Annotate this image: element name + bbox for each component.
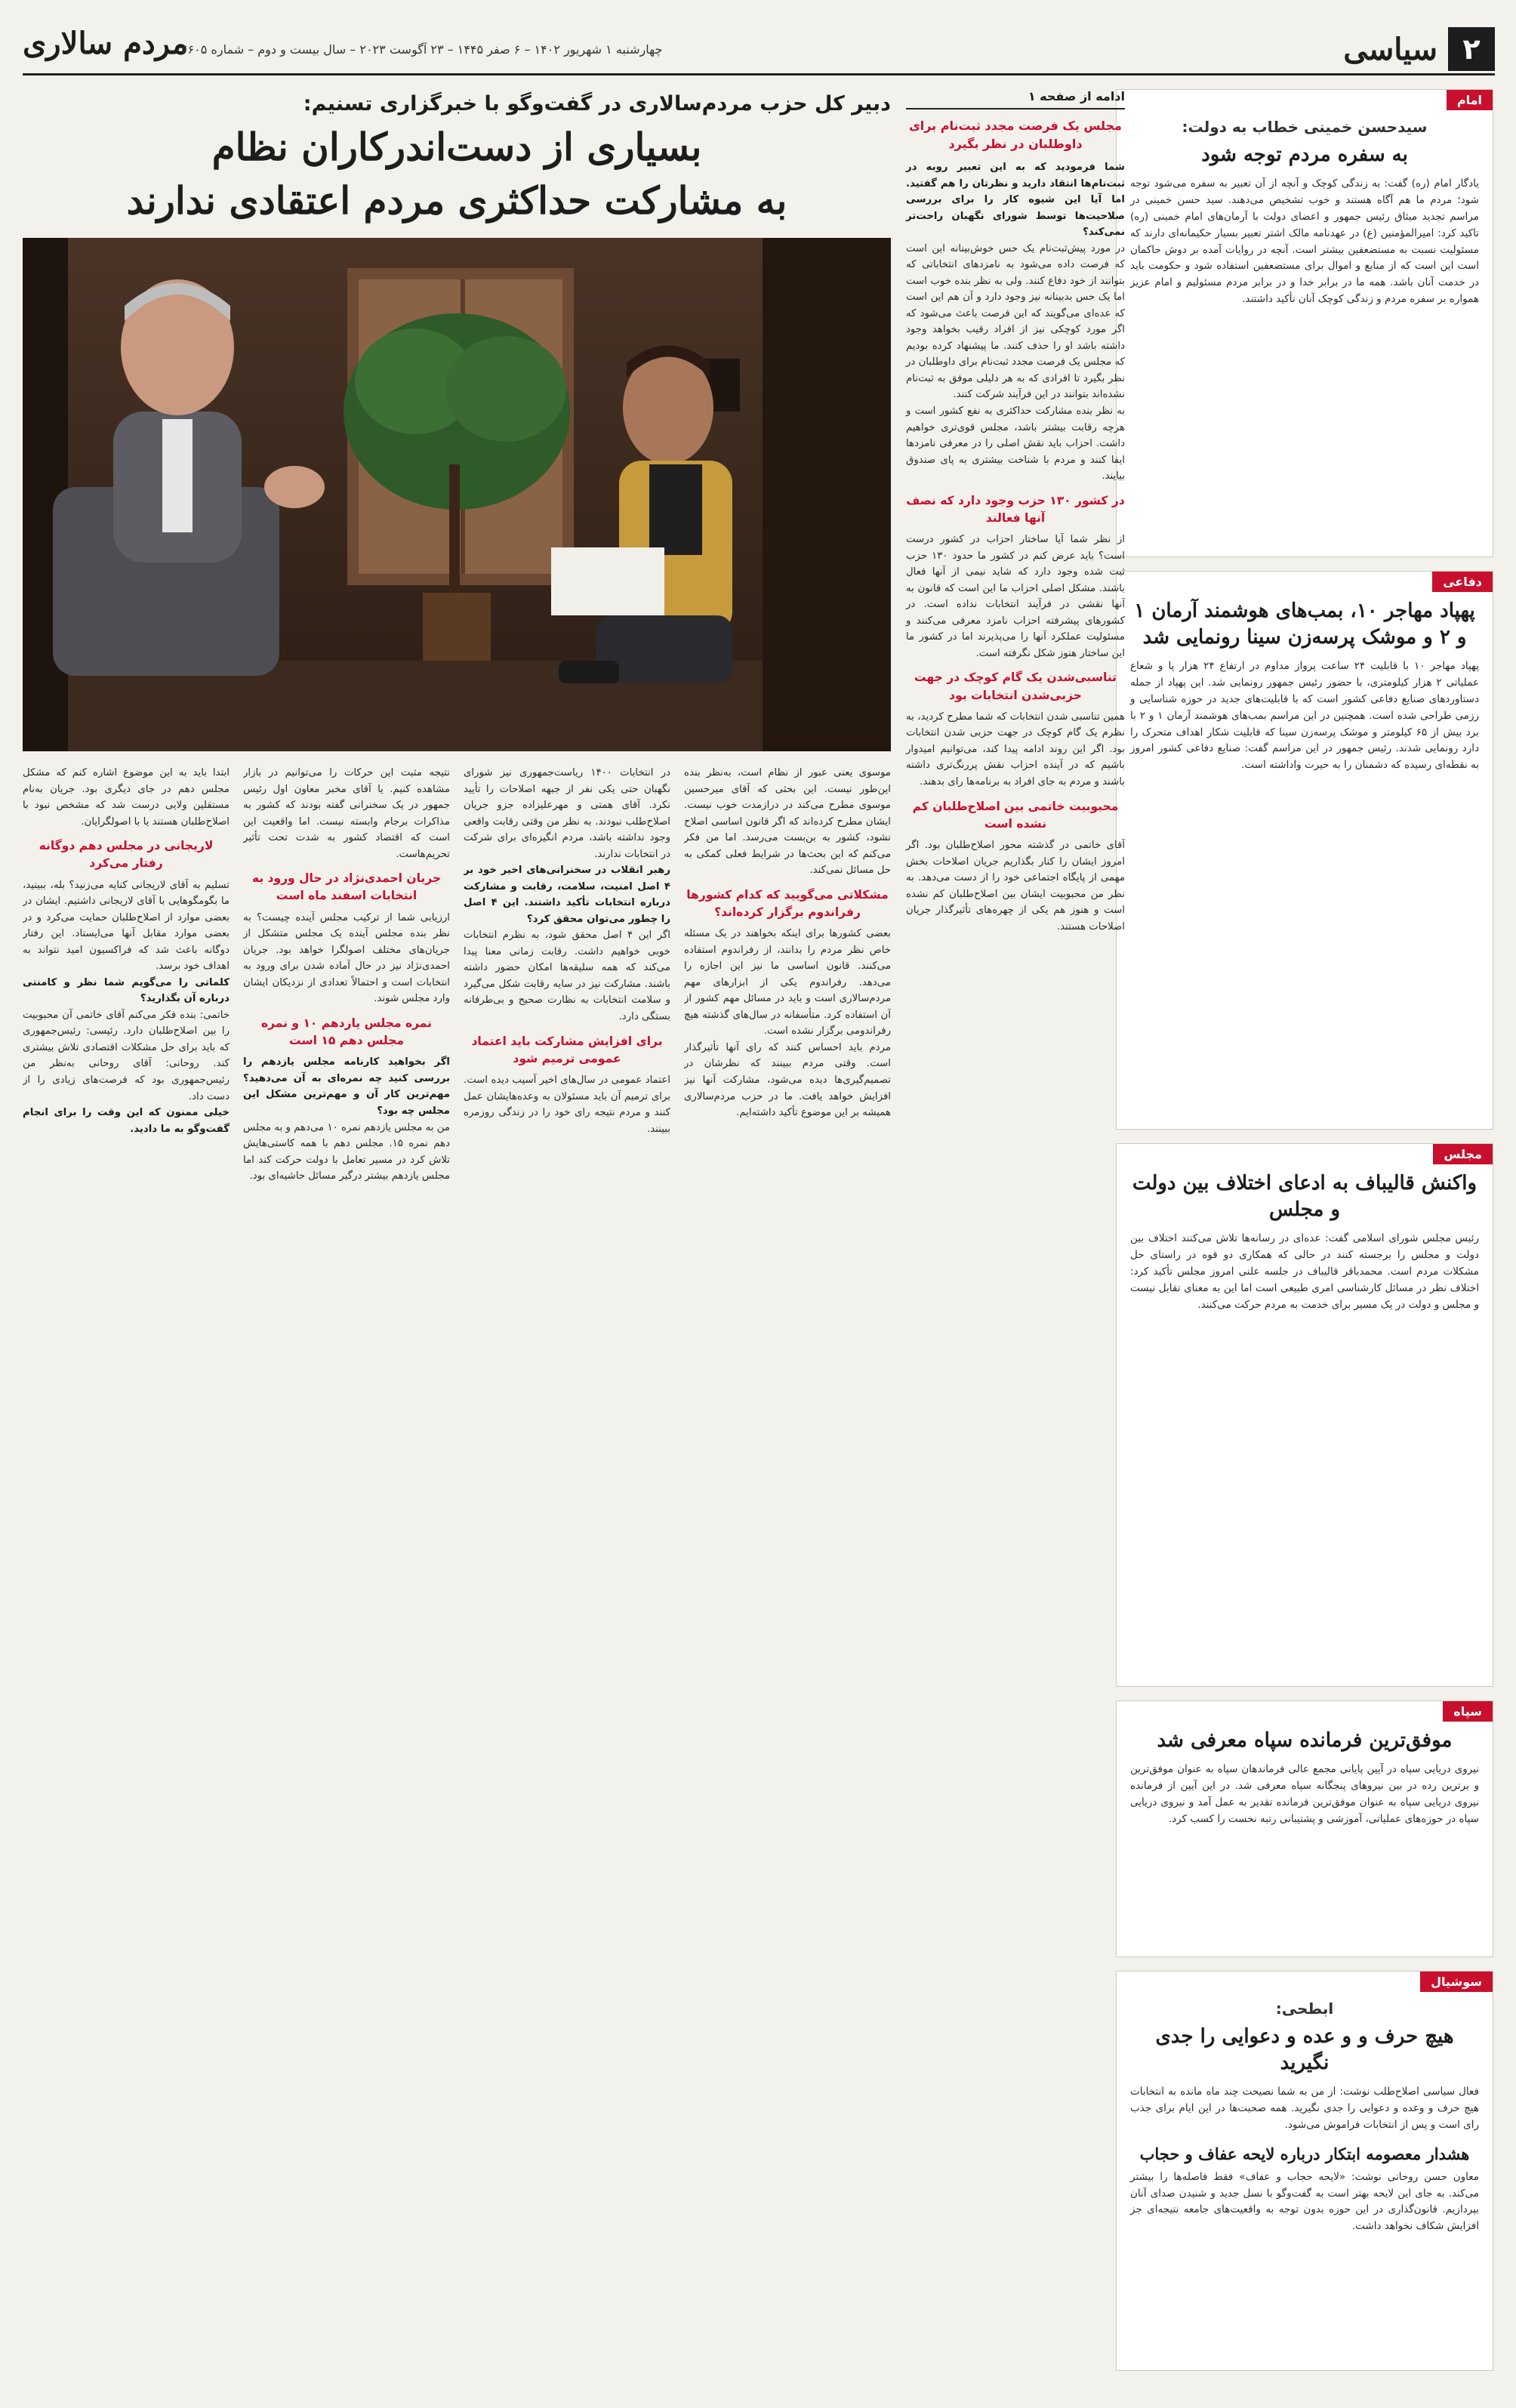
news-title: به سفره مردم توجه شود: [1201, 143, 1408, 166]
section-tag: مجلس: [1433, 1144, 1493, 1164]
body-paragraph: ارزیابی شما از ترکیب مجلس آینده چیست؟ به نظر بنده مجلس آینده یک مجلس متشکل از جریان‌های مختلف اصولگرا خواهد بود. جریان احمدی‌نژاد نیز در حال آماده شدن برای ورود به انتخابات است و احتمالاً تعدادی از نزدیکان ایشان وارد مجلس شوند.: [243, 911, 450, 1005]
news-title: موفق‌ترین فرمانده سپاه معرفی شد: [1157, 1729, 1453, 1752]
interview-photo: [23, 238, 891, 751]
body-paragraph: مردم باید احساس کنند که رای آنها تأثیرگذار است. وقتی مردم ببینند که نظرشان در تصمیم‌گیری‌ها دیده می‌شود، مشارکت آنها نیز افزایش خواهد یافت. ما در حزب مردم‌سالاری همیشه بر این موضوع تأکید داشته‌ایم.: [684, 1041, 891, 1119]
body-paragraph: در انتخابات ۱۴۰۰ ریاست‌جمهوری نیز شورای نگهبان حتی یکی نفر از جبهه اصلاحات را تأیید نکرد. آقای همتی و مهرعلیزاده جزو جریان اصلاح‌طلب نبودند. به نظر من وقتی رقابت واقعی وجود نداشته باشد، مردم انگیزه‌ای برای شرکت در انتخابات ندارند.: [464, 767, 670, 860]
body-paragraph: آقای خاتمی در گذشته محور اصلاح‌طلبان بود. اگر امروز ایشان را کنار بگذاریم جریان اصلاحات بخش مهمی از پایگاه اجتماعی خود را از دست می‌دهد. به نظر من محبوبیت ایشان بین اصلاح‌طلبان کم نشده است و هنوز هم یکی از چهره‌های تأثیرگذار جریان اصلاحات هستند.: [906, 840, 1125, 933]
question-heading: مشکلاتی می‌گویید که کدام کشورها رفراندوم برگزار کرده‌اند؟: [686, 887, 889, 919]
news-kicker: سیدحسن خمینی خطاب به دولت:: [1182, 118, 1428, 136]
section-tag: سپاه: [1443, 1701, 1493, 1722]
continuation-column: [906, 89, 1125, 2385]
headline-line-1: بسیاری از دست‌اندرکاران نظام: [211, 125, 702, 169]
news-box-irgc: [1116, 1700, 1493, 1957]
subheading: محبوبیت خاتمی بین اصلاح‌طلبان کم نشده است: [912, 799, 1119, 831]
body-paragraph: خاتمی: بنده فکر می‌کنم آقای خاتمی آن محبوبیت را بین اصلاح‌طلبان دارد. رئیسی: رئیس‌جمهوری که باید برای حل مشکلات اقتصادی تلاش بیشتری کند. روحانی: آقای روحانی به‌نظر من رئیس‌جمهوری بود که فرصت‌های زیادی را از دست داد.: [23, 1009, 230, 1102]
question-paragraph: رهبر انقلاب در سخنرانی‌های اخیر خود بر ۴ اصل امنیت، سلامت، رقابت و مشارکت درباره انتخابات تأکید داشتند. این ۴ اصل را چطور می‌توان محقق کرد؟: [464, 865, 670, 925]
news-kicker: ابطحی:: [1275, 1999, 1334, 2018]
page-number: ۲: [1448, 27, 1495, 71]
body-paragraph: من به مجلس یازدهم نمره ۱۰ می‌دهم و به مجلس دهم نمره ۱۵. مجلس دهم با همه کاستی‌هایش تلاش کرد در مسیر تعامل با دولت حرکت کند اما مجلس یازدهم بیشتر درگیر مسائل حاشیه‌ای بود.: [243, 1121, 450, 1182]
article-column-1: [684, 765, 891, 2385]
section-tag: دفاعی: [1432, 572, 1493, 592]
subheading: در کشور ۱۳۰ حزب وجود دارد که نصف آنها فعالند: [906, 493, 1125, 525]
page-header: [1343, 27, 1495, 71]
article-column-4: [23, 765, 230, 2385]
interview-scene-image: [23, 238, 891, 751]
question-paragraph: شما فرمودید که به این تعبیر روبه در ثبت‌نام‌ها انتقاد دارید و نظرتان را هم گفتید. اما آیا این شیوه کار را برای بررسی صلاحیت‌ها توسط شورای نگهبان راحت‌تر نمی‌کند؟: [906, 162, 1125, 239]
article-column-2: [464, 765, 670, 2385]
section-tag: سوشیال: [1420, 1972, 1493, 1992]
news-title: پهپاد مهاجر ۱۰، بمب‌های هوشمند آرمان ۱ و ۲ و موشک پرسه‌زن سینا رونمایی شد: [1134, 600, 1475, 649]
news-body: پهپاد مهاجر ۱۰ با قابلیت ۲۴ ساعت پرواز مداوم در ارتفاع ۲۴ هزار پا و شعاع عملیاتی ۲ هزار کیلومتری، با حضور رئیس جمهور رونمایی شد. این پهپاد از جمله دستاوردهای صنایع دفاعی کشور است که با قابلیت‌های جدید در حوزه شناسایی و رزمی طراحی شده است. همچنین در این مراسم بمب‌های هوشمند آرمان ۱ و ۲ با برد بیش از ۶۵ کیلومتر و موشک پرسه‌زن سینا که قابلیت شکار اهداف متحرک را دارد رونمایی شدند. رئیس جمهور در این مراسم گفت: صنایع دفاعی کشور امروز به نقطه‌ای رسیده که دشمنان را به حیرت واداشته است.: [1130, 660, 1479, 772]
main-content: [23, 89, 1125, 2385]
question-paragraph: کلماتی را می‌گویم شما نظر و کامنتی درباره آن بگذارید؟: [23, 976, 230, 1005]
news-title: واکنش قالیباف به ادعای اختلاف بین دولت و مجلس: [1132, 1172, 1477, 1222]
section-name: سیاسی: [1343, 31, 1437, 67]
question-paragraph: اگر بخواهید کارنامه مجلس یازدهم را بررسی کنید چه نمره‌ای به آن می‌دهید؟ مهم‌ترین کار آن و مهم‌ترین مشکل این مجلس چه بود؟: [243, 1056, 450, 1117]
body-paragraph: موسوی یعنی عبور از نظام است، به‌نظر بنده این‌طور نیست. این بحثی که آقای میرحسین موسوی مطرح می‌کند در درازمدت خوب نیست. ایشان مطرح کرده‌اند که اگر قانون اساسی اصلاح نشود، کشور به بن‌بست می‌رسد. اما من فکر می‌کنم که این بحث‌ها در شرایط فعلی کمکی به حل مسائل نمی‌کند.: [684, 767, 891, 877]
news-body: رئیس مجلس شورای اسلامی گفت: عده‌ای در رسانه‌ها تلاش می‌کنند اختلاف بین دولت و مجلس را برجسته کنند در حالی که همکاری دو قوه در راستای حل مشکلات مردم است. محمدباقر قالیباف در جلسه علنی امروز مجلس تأکید کرد: اختلاف نظر در مسائل کارشناسی امری طبیعی است اما این به معنای تقابل نیست و مجلس و دولت در یک مسیر برای خدمت به مردم حرکت می‌کنند.: [1130, 1232, 1479, 1311]
article-kicker: دبیر کل حزب مردم‌سالاری در گفت‌وگو با خبرگزاری تسنیم:: [303, 92, 891, 116]
body-paragraph: همین تناسبی شدن انتخابات که شما مطرح کردید، به نظرم یک گام کوچک در جهت حزبی شدن انتخابات بود. اگر این روند ادامه پیدا کند، می‌توانیم امیدوار باشیم که در آینده احزاب نقش پررنگ‌تری داشته باشند و مردم به جای افراد به برنامه‌ها رای بدهند.: [906, 711, 1125, 788]
article-columns: [23, 765, 891, 2385]
body-paragraph: نتیجه مثبت این حرکات را می‌توانیم در بازار مشاهده کنیم. یا آقای مخبر معاون اول رئیس جمهور در یک سخنرانی گفته بودند که کشور به مذاکرات برجام وابسته نیست. اما واقعیت این است که اقتصاد کشور به شدت تحت تأثیر تحریم‌هاست.: [243, 767, 450, 860]
newspaper-logo: مردم سالاری: [23, 26, 189, 61]
body-paragraph: در مورد پیش‌ثبت‌نام یک حس خوش‌بینانه این است که فرصت داده می‌شود به نامزدهای انتخاباتی که بتوانند از خود دفاع کنند. ولی به نظر بنده خوب است اما یک حس بدبینانه نیز وجود دارد و آن هم این است که عده‌ای می‌گویند که این فرصت باعث می‌شود که اگر مورد کوچکی نیز از افراد رقیب بخواهد وجود داشته باشد او را حذف کنند. ما پیشنهاد کرده بودیم که مجلس یک فرصت مجدد ثبت‌نام برای داوطلبان در نظر بگیرد تا افرادی که به هر دلیلی موفق به ثبت‌نام نشده‌اند بتوانند در این فرآیند شرکت کنند.: [906, 242, 1125, 401]
body-paragraph: ابتدا باید به این موضوع اشاره کنم که مشکل مجلس دهم در جای دیگری بود. جریان به‌نام مستقلین ولایی درست شد که مشخص نبود با اصلاح‌طلبان هستند یا با اصولگرایان.: [23, 767, 230, 828]
body-paragraph: از نظر شما آیا ساختار احزاب در کشور درست است؟ باید عرض کنم در کشور ما حدود ۱۳۰ حزب ثبت شده وجود دارد که شاید نیمی از آنها فعال باشند. مشکل اصلی احزاب ما این است که قانون به آنها نقشی در فرآیند انتخابات نداده است. در کشورهای پیشرفته احزاب نامزد معرفی می‌کنند و مسئولیت عملکرد آنها را می‌پذیرند اما در کشور ما این ساختار هنوز شکل نگرفته است.: [906, 534, 1125, 659]
body-paragraph: تسلیم به آقای لاریجانی کنایه می‌زنید؟ بله، ببینید، ما بگومگوهایی با آقای لاریجانی داشتیم. ایشان در بعضی موارد از اصلاح‌طلبان حمایت می‌کرد و در بعضی موارد مقابل آنها می‌ایستاد. این رفتار دوگانه باعث شد که فراکسیون امید نتواند به اهداف خود برسد.: [23, 879, 230, 973]
interview-article: [23, 89, 891, 2385]
news-box-defense: [1116, 571, 1493, 1130]
news-sidebar: [1116, 89, 1493, 2385]
section-tag: امام: [1447, 90, 1493, 110]
subheading: تناسبی‌شدن یک گام کوچک در جهت حزبی‌شدن انتخابات بود: [914, 671, 1117, 702]
subheading: لاریجانی در مجلس دهم دوگانه رفتار می‌کرد: [39, 839, 214, 871]
news-body: معاون حسن روحانی نوشت: «لایحه حجاب و عفاف» فقط فاصله‌ها را بیشتر می‌کند. به جای این لایحه بهتر است به گفت‌وگو با نسل جدید و شنیدن صدای آنان بپردازیم. قانون‌گذاری در این حوزه بدون توجه به واقعیت‌های جامعه نتیجه‌ای جز افزایش شکاف نخواهد داشت.: [1130, 2170, 1479, 2233]
closing-question: خیلی ممنون که این وقت را برای انجام گفت‌وگو به ما دادید.: [23, 1107, 230, 1135]
news-box-imam: [1116, 89, 1493, 557]
news-box-parliament: [1116, 1143, 1493, 1687]
news-body: فعال سیاسی اصلاح‌طلب نوشت: از من به شما نصیحت چند ماه مانده به انتخابات هیچ حرف و وعده و دعوایی را جدی نگیرید. همه صحبت‌ها در این ایام برای جذب رای است و پس از انتخابات فراموش می‌شود.: [1130, 2086, 1479, 2131]
continuation-label: ادامه از صفحه ۱: [906, 89, 1125, 109]
subheading: نمره مجلس یازدهم ۱۰ و نمره مجلس دهم ۱۵ است: [261, 1016, 432, 1048]
masthead: [23, 23, 1495, 76]
headline-line-2: به مشارکت حداکثری مردم اعتقادی ندارند: [126, 178, 787, 223]
body-paragraph: به نظر بنده مشارکت حداکثری به نفع کشور است و هرچه رقابت بیشتر باشد، مجلس قوی‌تری خواهیم داشت. احزاب باید نقش اصلی را در معرفی نامزدها ایفا کنند و مردم با شناخت بیشتری به پای صندوق بیایند.: [906, 405, 1125, 483]
news-body: یادگار امام (ره) گفت: به زندگی کوچک و آنچه از آن تعبیر به سفره می‌شود توجه شود؛ مردم ما هم آگاه هستند و خوب تشخیص می‌دهند. سید حسن خمینی در مراسم تجدید میثاق رئیس جمهور و اعضای دولت با آرمان‌های امام خمینی (ره) تاکید کرد: امیرالمؤمنین (ع) در عهدنامه مالک اشتر تعبیر بسیار حکیمانه‌ای دارند که مسئولیت نسبت به مستضعفین بیشتر است. آنچه در روایات آمده بر دوش حاکمان است این است که از منابع و اموال برای مستضعفین استفاده شود و حکومت باید در خدمت آنان باشد. همه ما در برابر خدا و در برابر مردم مسئولیم و امام عزیز همواره بر سفره مردم و زندگی کوچک آنان تأکید داشتند.: [1130, 177, 1479, 306]
news-body: نیروی دریایی سپاه در آیین پایانی مجمع عالی فرماندهان سپاه به عنوان موفق‌ترین و برترین رده در بین نیروهای پنجگانه سپاه معرفی شد. در این آیین از فرمانده نیروی دریایی سپاه به عنوان موفق‌ترین فرمانده تقدیر به عمل آمد و نیروی دریایی سپاه در حوزه‌های عملیاتی، آموزشی و پشتیبانی رتبه نخست را کسب کرد.: [1130, 1763, 1479, 1825]
article-column-3: [243, 765, 450, 2385]
body-paragraph: اعتماد عمومی در سال‌های اخیر آسیب دیده است. برای ترمیم آن باید مسئولان به وعده‌هایشان عمل کنند و مردم نتیجه رای خود را در زندگی روزمره ببینند.: [464, 1075, 670, 1135]
subheading: برای افزایش مشارکت باید اعتماد عمومی ترمیم شود: [471, 1034, 663, 1065]
news-title: هیچ حرف و و عده و دعوایی را جدی نگیرید: [1155, 2025, 1454, 2075]
subheading: جریان احمدی‌نژاد در حال ورود به انتخابات اسفند ماه است: [251, 871, 442, 903]
news-subtitle: هشدار معصومه ابتکار درباره لایحه عفاف و حجاب: [1139, 2144, 1470, 2163]
news-box-social: [1116, 1971, 1493, 2371]
continuation-kicker: مجلس یک فرصت مجدد ثبت‌نام برای داوطلبان در نظر بگیرد: [909, 119, 1122, 151]
dateline: چهارشنبه ۱ شهریور ۱۴۰۲ – ۶ صفر ۱۴۴۵ – ۲۳ آگوست ۲۰۲۳ – سال بیست و دوم – شماره ۶۶۰۵: [181, 42, 663, 57]
body-paragraph: بعضی کشورها برای اینکه بخواهند در یک مسئله خاص نظر مردم را بدانند، از رفراندوم استفاده می‌کنند. قانون اساسی ما نیز این اجازه را می‌دهد. رفراندوم یکی از ابزارهای مهم مردم‌سالاری است و باید در مسائل مهم کشور از آن استفاده کرد. متأسفانه در سال‌های گذشته هیچ رفراندومی برگزار نشده است.: [684, 928, 891, 1038]
body-paragraph: اگر این ۴ اصل محقق شود، به نظرم انتخابات خوبی خواهیم داشت. رقابت زمانی معنا پیدا می‌کند که همه سلیقه‌ها امکان حضور داشته باشند. مشارکت نیز در سایه رقابت شکل می‌گیرد و سلامت انتخابات به نظارت صحیح و بی‌طرفانه بستگی دارد.: [464, 930, 670, 1022]
